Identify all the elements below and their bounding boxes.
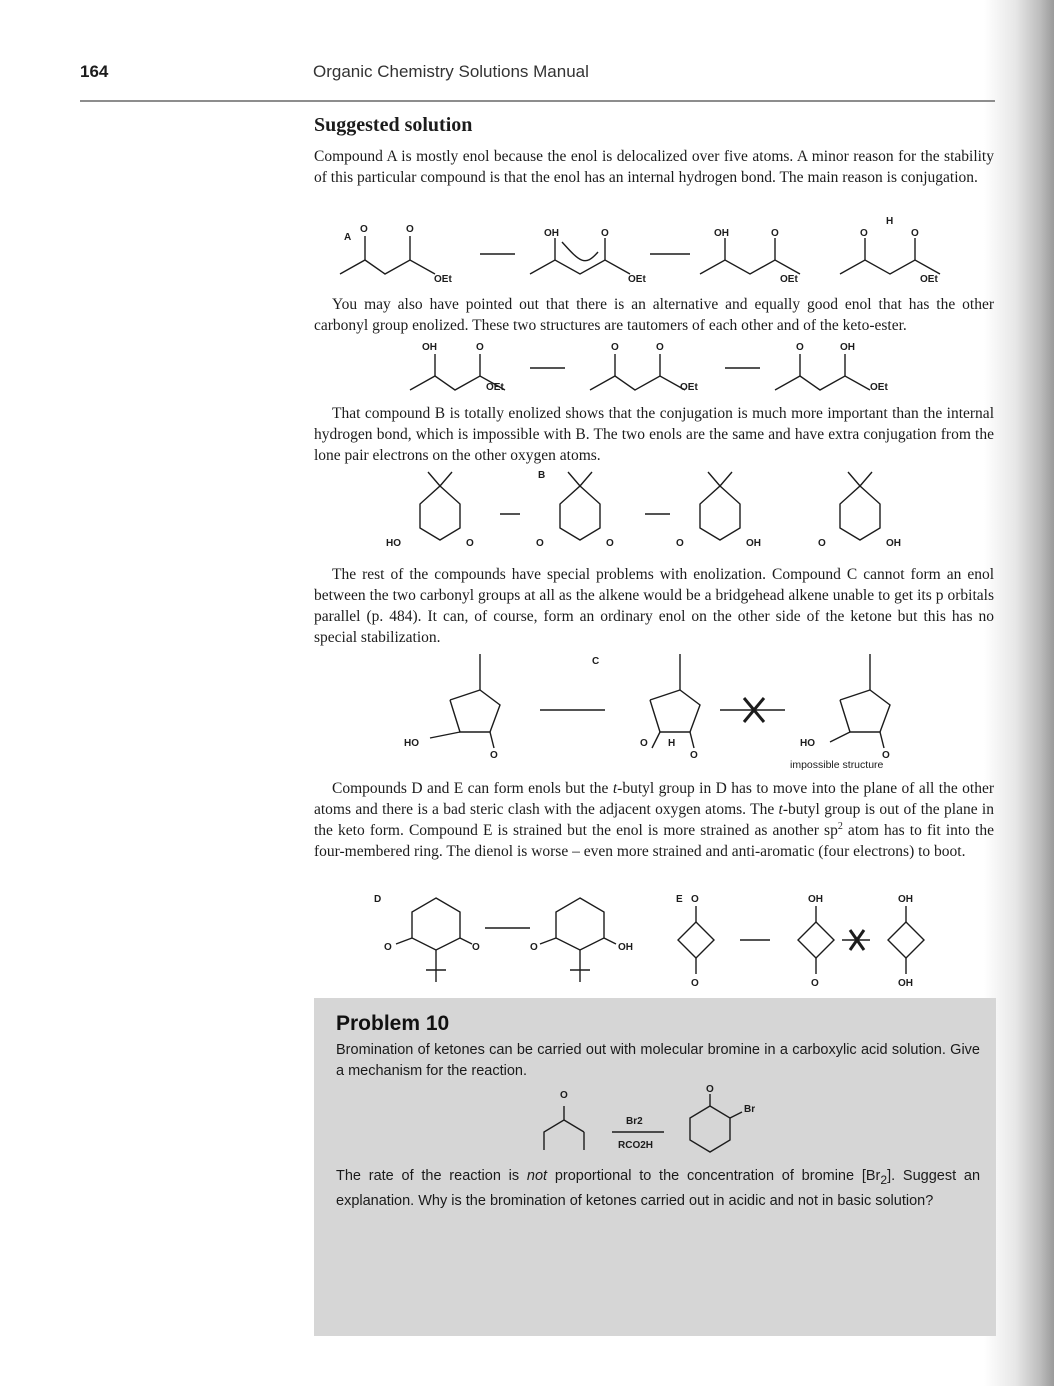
impossible-caption: impossible structure <box>790 759 884 770</box>
bicyclic-diketone <box>640 654 700 761</box>
svg-text:OH: OH <box>746 538 761 549</box>
svg-text:O: O <box>911 228 919 239</box>
dienol-e <box>888 894 924 989</box>
svg-text:O: O <box>706 1084 714 1095</box>
dioxinone-enol-4 <box>818 472 901 549</box>
paragraph-2: You may also have pointed out that there is an alternative and equally good enol that has the other carbonyl group enolized. These two structures are tautomers of each other and of the keto-ester. <box>314 296 994 334</box>
enol-tautomer-1 <box>410 342 505 393</box>
svg-text:O: O <box>796 342 804 353</box>
paragraph-5: Compounds D and E can form enols but the t-butyl group in D has to move into the plane of all the other atoms and there is a bad steric clash with the adjacent oxygen atoms. The t-butyl group is out of the plane in the keto form. Compound E is strained but the enol is more strained as another $sp^2$ atom has to fit into the four-membered ring. The dienol is worse – even more strained and anti-aromatic (four electrons) to boot. <box>314 780 994 860</box>
svg-text:O: O <box>656 342 664 353</box>
svg-text:H: H <box>668 738 676 749</box>
svg-text:O: O <box>818 538 826 549</box>
enol-structure-1 <box>530 228 646 285</box>
enol-structure-2 <box>700 228 800 285</box>
page-number: 164 <box>80 62 109 81</box>
paragraph-1: Compound A is mostly enol because the enol is delocalized over five atoms. A minor reason for the stability of this particular compound is that the enol has an internal hydrogen bond. The main reason is conjugation. <box>314 148 994 186</box>
header-rule <box>80 100 995 102</box>
svg-text:O: O <box>691 894 699 905</box>
svg-text:O: O <box>771 228 779 239</box>
svg-text:O: O <box>530 942 538 953</box>
scheme-de <box>370 888 940 998</box>
svg-text:OH: OH <box>898 978 913 989</box>
reagent-rco2h: RCO2H <box>618 1140 654 1151</box>
svg-text:OH: OH <box>840 342 855 353</box>
svg-text:HO: HO <box>386 538 401 549</box>
svg-text:OEt: OEt <box>486 382 504 393</box>
svg-text:O: O <box>882 750 890 761</box>
paragraph-2-block <box>314 294 994 336</box>
paragraph-1-block <box>314 146 994 188</box>
svg-text:OH: OH <box>714 228 729 239</box>
paragraph-3: That compound B is totally enolized shows that the conjugation is much more important than the internal hydrogen bond, which is impossible with B. The two enols are the same and have extra conjugation from the lone pair electrons on the other oxygen atoms. <box>314 405 994 464</box>
label-a: A <box>344 232 352 243</box>
svg-text:O: O <box>601 228 609 239</box>
svg-text:OH: OH <box>422 342 437 353</box>
svg-text:OH: OH <box>898 894 913 905</box>
scheme-a <box>330 212 990 288</box>
enol-e <box>798 894 834 989</box>
enol-d <box>530 898 633 982</box>
section-heading: Suggested solution <box>314 114 473 136</box>
svg-text:O: O <box>490 750 498 761</box>
svg-text:O: O <box>466 538 474 549</box>
label-e: E <box>676 894 683 905</box>
svg-text:OH: OH <box>886 538 901 549</box>
ketone-structure <box>544 1090 584 1150</box>
paragraph-5-block <box>314 778 994 862</box>
svg-text:OEt: OEt <box>434 274 452 285</box>
svg-text:O: O <box>611 342 619 353</box>
svg-text:O: O <box>476 342 484 353</box>
svg-text:O: O <box>536 538 544 549</box>
svg-text:OEt: OEt <box>680 382 698 393</box>
scheme-b <box>380 466 960 558</box>
reagent-br2: Br2 <box>626 1116 643 1127</box>
label-c: C <box>592 656 600 667</box>
svg-text:HO: HO <box>404 738 419 749</box>
label-d: D <box>374 894 382 905</box>
bromination-scheme <box>514 1084 774 1160</box>
svg-text:O: O <box>640 738 648 749</box>
problem-text-2: The rate of the reaction is not proportional to the concentration of bromine $[Br_2]$. Suggest an explanation. Why is the bromination of ketones carried out in acidic and not in basic solution? <box>336 1168 981 1209</box>
keto-ester-structure <box>340 224 452 285</box>
bridgehead-enol-impossible <box>800 654 890 761</box>
h-bonded-enol-structure <box>840 216 940 285</box>
forbidden-equilibrium-arrow <box>720 698 785 722</box>
svg-text:O: O <box>691 978 699 989</box>
cyclobutanedione-e <box>678 894 714 989</box>
svg-text:O: O <box>606 538 614 549</box>
svg-text:Br: Br <box>744 1104 756 1115</box>
diketone-d <box>384 898 480 982</box>
paragraph-4-block <box>314 564 994 648</box>
label-b: B <box>538 470 546 481</box>
svg-text:O: O <box>676 538 684 549</box>
svg-text:H: H <box>886 216 894 227</box>
problem-text-1: Bromination of ketones can be carried out with molecular bromine in a carboxylic acid solution. Give a mechanism for the reaction. <box>336 1042 980 1079</box>
svg-text:O: O <box>690 750 698 761</box>
svg-text:OH: OH <box>808 894 823 905</box>
svg-text:O: O <box>360 224 368 235</box>
paragraph-4: The rest of the compounds have special problems with enolization. Compound C cannot form an enol between the two carbonyl groups at all as the alkene would be a bridgehead alkene unable to get its p orbitals parallel (p. 484). It can, of course, form an ordinary enol on the other side of the ketone but this has no special stabilization. <box>314 566 994 646</box>
svg-text:OEt: OEt <box>780 274 798 285</box>
svg-text:HO: HO <box>800 738 815 749</box>
running-title: Organic Chemistry Solutions Manual <box>313 62 589 81</box>
forbidden-arrow-e <box>842 930 870 950</box>
svg-text:O: O <box>860 228 868 239</box>
dioxinone-enol-1 <box>386 472 474 549</box>
page-header <box>80 62 980 84</box>
bicyclic-enol <box>404 654 500 761</box>
svg-text:O: O <box>406 224 414 235</box>
enol-tautomer-2 <box>775 342 888 393</box>
svg-text:O: O <box>811 978 819 989</box>
svg-text:O: O <box>384 942 392 953</box>
svg-text:OEt: OEt <box>870 382 888 393</box>
problem-box <box>314 998 996 1336</box>
svg-text:OEt: OEt <box>920 274 938 285</box>
svg-text:OH: OH <box>618 942 633 953</box>
problem-title: Problem 10 <box>336 1012 450 1035</box>
keto-ester-tautomer <box>590 342 698 393</box>
svg-text:O: O <box>560 1090 568 1101</box>
scheme-tautomers <box>400 338 920 398</box>
svg-text:OEt: OEt <box>628 274 646 285</box>
bromoketone-structure <box>690 1084 755 1152</box>
paragraph-3-block <box>314 403 994 466</box>
svg-text:OH: OH <box>544 228 559 239</box>
scheme-c <box>390 650 950 770</box>
dioxinone-enol-3 <box>676 472 761 549</box>
svg-text:O: O <box>472 942 480 953</box>
dioxinone-enol-2 <box>536 472 614 549</box>
